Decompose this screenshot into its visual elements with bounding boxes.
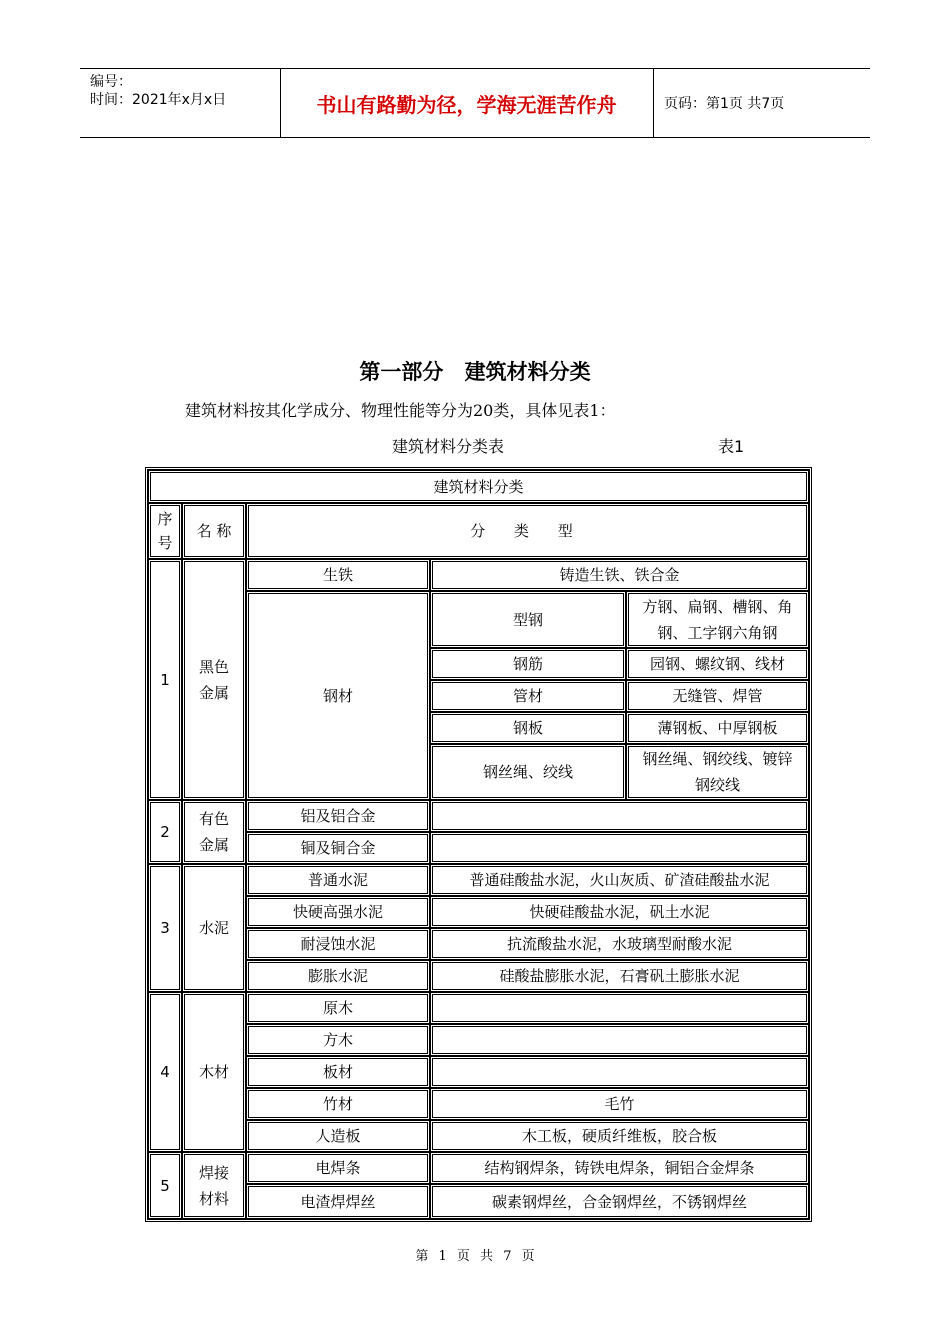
intro-paragraph: 建筑材料按其化学成分、物理性能等分为20类，具体见表1： — [185, 401, 616, 420]
header-name: 名 称 — [182, 503, 246, 559]
header-no: 序号 — [148, 503, 182, 559]
g4-r5-a: 人造板 — [246, 1120, 430, 1152]
g1-s1-a: 型钢 — [430, 591, 626, 648]
g1-no: 1 — [148, 559, 182, 800]
g3-no: 3 — [148, 864, 182, 992]
g5-no: 5 — [148, 1152, 182, 1219]
g1-name: 黑色金属 — [182, 559, 246, 800]
g1-s2-a: 钢筋 — [430, 648, 626, 680]
g3-name: 水泥 — [182, 864, 246, 992]
g3-r3-b: 抗流酸盐水泥，水玻璃型耐酸水泥 — [430, 928, 809, 960]
g4-r3-a: 板材 — [246, 1056, 430, 1088]
g4-r2-b — [430, 1024, 809, 1056]
g3-r1-a: 普通水泥 — [246, 864, 430, 896]
code-label: 编号： — [90, 74, 132, 90]
g4-r4-a: 竹材 — [246, 1088, 430, 1120]
g1-s5-a: 钢丝绳、绞线 — [430, 744, 626, 800]
table-title: 建筑材料分类 — [148, 470, 809, 503]
g2-r1-a: 铝及铝合金 — [246, 800, 430, 832]
table-number: 表1 — [718, 437, 745, 456]
page-label: 页码：第1页 共7页 — [664, 96, 785, 112]
page-header — [80, 68, 870, 138]
g3-r4-b: 硅酸盐膨胀水泥，石膏矾土膨胀水泥 — [430, 960, 809, 992]
g1-steel: 钢材 — [246, 591, 430, 800]
page-footer: 第 1 页 共 7 页 — [415, 1249, 535, 1264]
g3-r2-a: 快硬高强水泥 — [246, 896, 430, 928]
g4-r4-b: 毛竹 — [430, 1088, 809, 1120]
g3-r1-b: 普通硅酸盐水泥，火山灰质、矿渣硅酸盐水泥 — [430, 864, 809, 896]
g5-name: 焊接材料 — [182, 1152, 246, 1219]
g5-r1-b: 结构钢焊条，铸铁电焊条，铜铝合金焊条 — [430, 1152, 809, 1184]
g1-s4-b: 薄钢板、中厚钢板 — [626, 712, 809, 744]
g2-no: 2 — [148, 800, 182, 864]
g1-r1-a: 生铁 — [246, 559, 430, 591]
g2-r2-a: 铜及铜合金 — [246, 832, 430, 864]
g3-r2-b: 快硬硅酸盐水泥，矾土水泥 — [430, 896, 809, 928]
g1-s4-a: 钢板 — [430, 712, 626, 744]
g2-name: 有色金属 — [182, 800, 246, 864]
header-meta — [80, 69, 281, 137]
g1-s3-b: 无缝管、焊管 — [626, 680, 809, 712]
document-title: 第一部分 建筑材料分类 — [359, 359, 591, 384]
g1-s2-b: 园钢、螺纹钢、线材 — [626, 648, 809, 680]
g4-r2-a: 方木 — [246, 1024, 430, 1056]
g1-s5-b: 钢丝绳、钢绞线、镀锌钢绞线 — [626, 744, 809, 800]
g4-name: 木材 — [182, 992, 246, 1152]
g4-no: 4 — [148, 992, 182, 1152]
g5-r2-a: 电渣焊焊丝 — [246, 1184, 430, 1219]
table-caption: 建筑材料分类表 — [392, 437, 505, 456]
g5-r2-b: 碳素钢焊丝，合金钢焊丝，不锈钢焊丝 — [430, 1184, 809, 1219]
g4-r3-b — [430, 1056, 809, 1088]
g4-r1-a: 原木 — [246, 992, 430, 1024]
header-type: 分 类 型 — [246, 503, 809, 559]
header-motto — [280, 69, 654, 137]
g4-r1-b — [430, 992, 809, 1024]
g1-s1-b: 方钢、扁钢、槽钢、角钢、工字钢六角钢 — [626, 591, 809, 648]
g4-r5-b: 木工板，硬质纤维板，胶合板 — [430, 1120, 809, 1152]
g5-r1-a: 电焊条 — [246, 1152, 430, 1184]
g1-s3-a: 管材 — [430, 680, 626, 712]
time-label: 时间：2021年x月x日 — [90, 92, 227, 108]
g2-r2-b — [430, 832, 809, 864]
g3-r4-a: 膨胀水泥 — [246, 960, 430, 992]
materials-table — [145, 467, 812, 1222]
g1-r1-b: 铸造生铁、铁合金 — [430, 559, 809, 591]
motto-text: 书山有路勤为径，学海无涯苦作舟 — [316, 92, 617, 117]
g2-r1-b — [430, 800, 809, 832]
g3-r3-a: 耐浸蚀水泥 — [246, 928, 430, 960]
